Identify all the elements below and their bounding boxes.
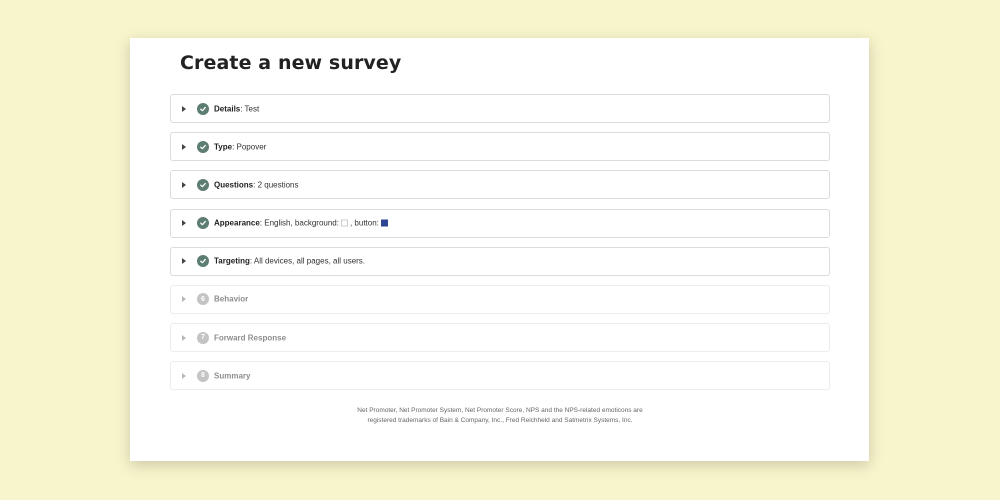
step-label: Appearance	[214, 218, 260, 228]
step-details[interactable]	[170, 94, 830, 123]
checkmark-icon	[197, 141, 209, 153]
page-title: Create a new survey	[180, 52, 402, 74]
step-number-badge: 6	[197, 293, 209, 305]
step-value: : Test	[240, 104, 260, 113]
caret-right-icon	[182, 144, 186, 150]
step-value: : English, background:	[259, 218, 339, 228]
step-summary-section[interactable]	[170, 361, 830, 390]
checkmark-icon	[197, 179, 209, 191]
step-label: Forward Response	[214, 333, 287, 343]
trademark-notice	[170, 406, 830, 426]
trademark-line: Net Promoter, Net Promoter System, Net Promoter Score, NPS and the NPS-related emoticons are	[357, 407, 643, 414]
checkmark-icon	[197, 255, 209, 267]
step-label: Questions	[214, 180, 254, 190]
step-number-badge: 7	[197, 332, 209, 344]
step-value: : All devices, all pages, all users.	[249, 256, 366, 266]
step-value: : Popover	[232, 142, 267, 152]
step-questions[interactable]	[170, 170, 830, 199]
caret-right-icon	[182, 106, 186, 112]
step-value: : 2 questions	[253, 180, 299, 190]
survey-card	[130, 38, 869, 461]
step-summary	[214, 219, 390, 228]
step-number-badge: 8	[197, 370, 209, 382]
caret-right-icon	[182, 258, 186, 264]
step-summary	[214, 142, 266, 151]
step-forward-response[interactable]	[170, 323, 830, 352]
step-summary	[214, 295, 248, 304]
step-summary	[214, 180, 299, 189]
caret-right-icon	[182, 335, 186, 341]
background-color-swatch	[341, 220, 348, 227]
step-value: , button:	[349, 218, 379, 228]
step-summary	[214, 333, 286, 342]
step-label: Summary	[214, 371, 251, 381]
caret-right-icon	[182, 182, 186, 188]
step-label: Behavior	[214, 294, 249, 304]
step-summary	[214, 371, 250, 380]
step-targeting[interactable]	[170, 247, 830, 276]
step-summary	[214, 257, 365, 266]
caret-right-icon	[182, 296, 186, 302]
caret-right-icon	[182, 373, 186, 379]
caret-right-icon	[182, 220, 186, 226]
step-type[interactable]	[170, 132, 830, 161]
step-label: Type	[214, 142, 233, 152]
step-summary	[214, 104, 259, 113]
checkmark-icon	[197, 217, 209, 229]
step-behavior[interactable]	[170, 285, 830, 314]
step-label: Targeting	[214, 256, 250, 266]
survey-steps	[170, 94, 830, 400]
step-label: Details	[214, 104, 241, 113]
button-color-swatch	[381, 220, 388, 227]
step-appearance[interactable]	[170, 209, 830, 238]
checkmark-icon	[197, 103, 209, 115]
trademark-line: registered trademarks of Bain & Company, Inc., Fred Reichheld and Satmetrix Systems, Inc.	[367, 417, 633, 424]
